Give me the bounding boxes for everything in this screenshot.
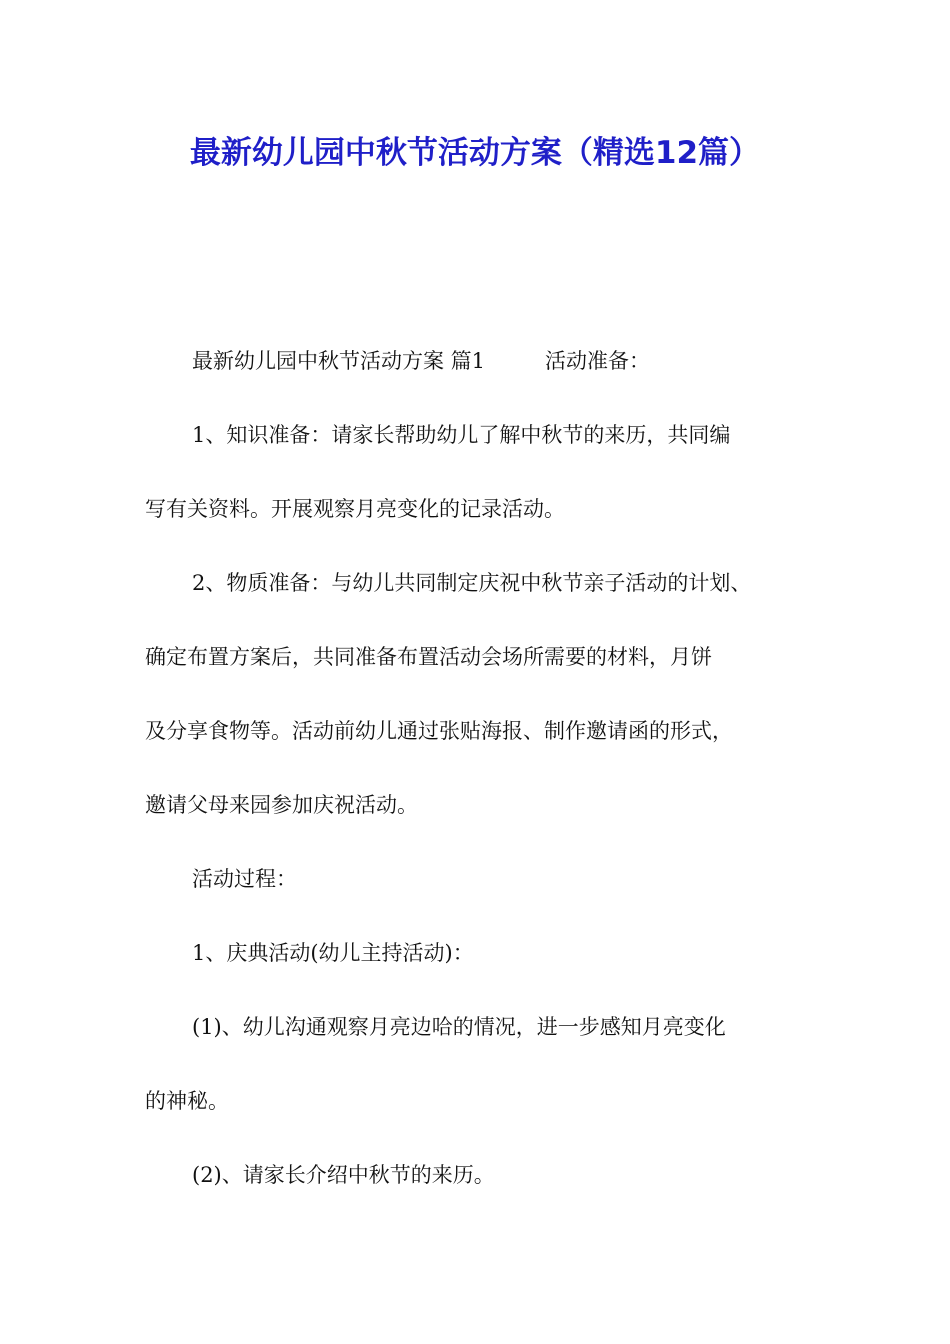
paragraph-line: 的神秘。 <box>145 1089 229 1113</box>
document-body <box>145 336 830 1224</box>
paragraph-line: 及分享食物等。活动前幼儿通过张贴海报、制作邀请函的形式， <box>145 719 733 743</box>
paragraph-line <box>145 336 830 410</box>
paragraph-line: 2、物质准备：与幼儿共同制定庆祝中秋节亲子活动的计划、 <box>192 571 752 595</box>
paragraph-line: 活动过程： <box>192 867 297 891</box>
paragraph-line: (2)、请家长介绍中秋节的来历。 <box>192 1163 495 1187</box>
paragraph-line: (1)、幼儿沟通观察月亮边哈的情况，进一步感知月亮变化 <box>192 1015 726 1039</box>
document-title: 最新幼儿园中秋节活动方案（精选12篇） <box>189 135 761 171</box>
paragraph-line: 1、知识准备：请家长帮助幼儿了解中秋节的来历，共同编 <box>192 423 731 447</box>
paragraph-line: 确定布置方案后，共同准备布置活动会场所需要的材料，月饼 <box>145 645 712 669</box>
paragraph-line: 写有关资料。开展观察月亮变化的记录活动。 <box>145 497 565 521</box>
paragraph-text: 活动准备： <box>545 349 651 373</box>
paragraph-line: 邀请父母来园参加庆祝活动。 <box>145 793 418 817</box>
paragraph-line: 1、庆典活动(幼儿主持活动)： <box>192 941 474 965</box>
section-heading: 最新幼儿园中秋节活动方案 篇1 <box>192 349 486 373</box>
